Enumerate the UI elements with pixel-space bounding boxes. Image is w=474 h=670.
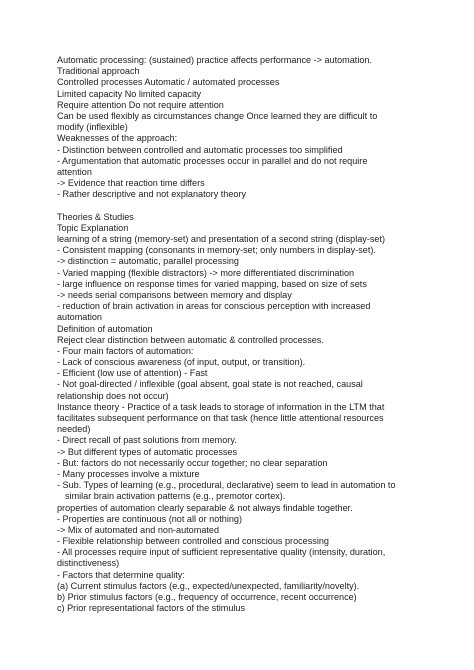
text-line: distinctiveness)	[57, 558, 120, 569]
bullet-line: - Lack of conscious awareness (of input, output, or transition).	[57, 357, 306, 368]
bullet-line: - Many processes involve a mixture	[57, 468, 200, 479]
bullet-line: - Rather descriptive and not explanatory theory	[57, 189, 247, 200]
bullet-line: -> distinction = automatic, parallel processing	[57, 256, 239, 267]
text-line: properties of automation clearly separable & not always findable together.	[57, 502, 353, 513]
bullet-line: - Direct recall of past solutions from memory.	[57, 435, 237, 446]
text-line: Limited capacity No limited capacity	[57, 88, 202, 99]
text-line: Reject clear distinction between automatic & controlled processes.	[57, 334, 324, 345]
text-line: Can be used flexibly as circumstances change Once learned they are difficult to	[57, 110, 378, 121]
bullet-line: - Four main factors of automation:	[57, 345, 194, 356]
bullet-line: - Consistent mapping (consonants in memory-set; only numbers in display-set).	[57, 245, 376, 256]
text-line: similar brain activation patterns (e.g., premotor cortex).	[65, 491, 286, 502]
text-line: Require attention Do not require attention	[57, 99, 224, 110]
text-line: relationship does not occur)	[57, 390, 169, 401]
bullet-line: - All processes require input of sufficient representative quality (intensity, duration,	[57, 547, 386, 558]
bullet-line: - Properties are continuous (not all or nothing)	[57, 513, 243, 524]
bullet-line: -> Evidence that reaction time differs	[57, 178, 205, 189]
bullet-line: -> But different types of automatic processes	[57, 446, 238, 457]
bullet-line: - Distinction between controlled and automatic processes too simplified	[57, 144, 343, 155]
bullet-line: - reduction of brain activation in areas for conscious perception with increased	[57, 301, 371, 312]
text-line: learning of a string (memory-set) and presentation of a second string (display-set)	[57, 234, 386, 244]
bullet-line: - But: factors do not necessarily occur together; no clear separation	[57, 457, 328, 468]
section-heading: Traditional approach	[57, 66, 140, 77]
bullet-line: - Factors that determine quality:	[57, 569, 185, 580]
list-item: (a) Current stimulus factors (e.g., expected/unexpected, familiarity/novelty).	[57, 580, 360, 591]
text-line: automation	[57, 312, 102, 323]
bullet-line: - Argumentation that automatic processes occur in parallel and do not require	[57, 155, 368, 166]
bullet-line: - Flexible relationship between controlled and conscious processing	[57, 536, 329, 547]
text-line: Controlled processes Automatic / automated processes	[57, 77, 280, 88]
text-line: attention	[57, 166, 92, 177]
list-item: c) Prior representational factors of the stimulus	[57, 603, 246, 614]
text-line: facilitates subsequent performance on that task (hence little attentional resources	[57, 413, 384, 423]
section-heading: Definition of automation	[57, 323, 153, 334]
section-heading: Weaknesses of the approach:	[57, 133, 178, 144]
text-line: modify (inflexible)	[57, 122, 128, 133]
table-header: Topic Explanation	[57, 222, 129, 233]
blank-line	[57, 200, 457, 211]
bullet-line: - Sub. Types of learning (e.g., procedural, declarative) seem to lead in automation to	[57, 480, 396, 491]
bullet-line: - large influence on response times for varied mapping, based on size of sets	[57, 278, 367, 289]
text-line: Instance theory - Practice of a task leads to storage of information in the LTM that	[57, 401, 385, 412]
bullet-line: - Efficient (low use of attention) - Fast	[57, 368, 208, 379]
document-body	[57, 55, 457, 614]
bullet-line: - Varied mapping (flexible distractors) -> more differentiated discrimination	[57, 267, 355, 278]
bullet-line: - Not goal-directed / inflexible (goal absent, goal state is not reached, causal	[57, 379, 363, 390]
bullet-line: -> needs serial comparisons between memory and display	[57, 289, 292, 300]
section-heading: Theories & Studies	[57, 211, 134, 222]
text-line: Automatic processing: (sustained) practice affects performance -> automation.	[57, 55, 372, 65]
bullet-line: -> Mix of automated and non-automated	[57, 524, 220, 535]
list-item: b) Prior stimulus factors (e.g., frequency of occurrence, recent occurrence)	[57, 592, 357, 602]
text-line: needed)	[57, 424, 91, 435]
